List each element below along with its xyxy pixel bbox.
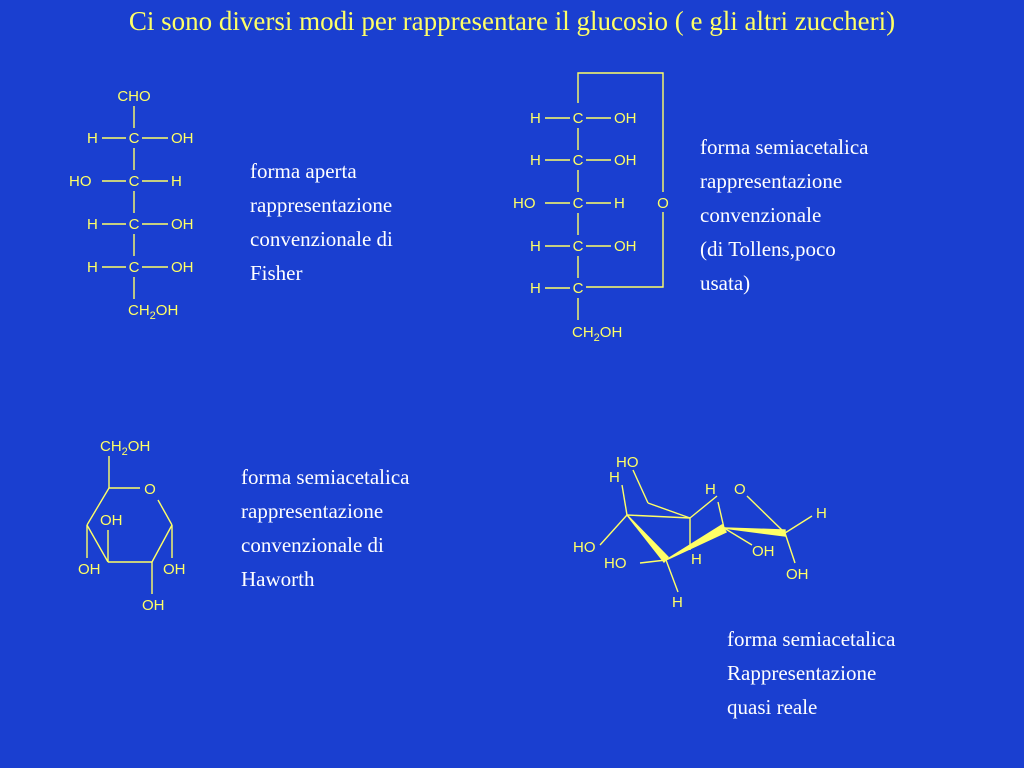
chair-caption — [727, 622, 895, 724]
chair-ring-oxygen: O — [734, 481, 746, 498]
chair-substituent-bond — [640, 560, 666, 563]
chair-h-bottom: H — [672, 594, 683, 611]
caption-line: (di Tollens,poco — [700, 237, 836, 261]
chair-front-wedge — [627, 515, 668, 562]
caption-line: quasi reale — [727, 695, 818, 719]
chair-substituent-bond — [600, 515, 627, 545]
fisher-row-carbon: C — [128, 173, 140, 190]
haworth-oh-right: OH — [163, 561, 186, 578]
tollens-row-left: H — [530, 238, 541, 255]
chair-substituent-bond — [785, 533, 795, 563]
haworth-oh-inner: OH — [100, 512, 123, 529]
chair-h-mid: H — [691, 551, 702, 568]
fisher-row-carbon: C — [128, 216, 140, 233]
tollens-row-carbon: C — [572, 195, 584, 212]
caption-line: forma semiacetalica — [727, 627, 896, 651]
tollens-row-right: H — [614, 195, 625, 212]
fisher-row-left: H — [87, 259, 98, 276]
fisher-top-group: CHO — [117, 88, 151, 105]
tollens-row-left: H — [530, 110, 541, 127]
chair-oh-right: OH — [786, 566, 809, 583]
caption-line: convenzionale di — [241, 533, 384, 557]
chair-h-top: H — [609, 469, 620, 486]
haworth-ch2oh-group: $CH_2OH$ — [100, 438, 151, 458]
fisher-row-carbon: C — [128, 130, 140, 147]
chair-ring-bond — [747, 496, 785, 533]
caption-line: convenzionale — [700, 203, 822, 227]
tollens-ring-oxygen: O — [657, 195, 669, 212]
tollens-row-carbon: C — [572, 238, 584, 255]
caption-line: rappresentazione — [241, 499, 384, 523]
fisher-row-left: HO — [69, 173, 92, 190]
chair-ho-top: HO — [616, 454, 639, 471]
chair-h-right: H — [816, 505, 827, 522]
tollens-row-carbon: C — [572, 110, 584, 127]
fisher-row-right: OH — [171, 216, 194, 233]
fisher-row-right: OH — [171, 259, 194, 276]
slide-title: Ci sono diversi modi per rappresentare il glucosio ( e gli altri zuccheri) — [128, 6, 896, 36]
chair-substituent-bond — [633, 470, 648, 503]
caption-line: Haworth — [241, 567, 315, 591]
caption-line: rappresentazione — [700, 169, 843, 193]
tollens-row-left: HO — [513, 195, 536, 212]
fisher-row-left: H — [87, 130, 98, 147]
chair-oh-mid: OH — [752, 543, 775, 560]
tollens-row-right: OH — [614, 110, 637, 127]
fisher-row-right: H — [171, 173, 182, 190]
caption-line: forma aperta — [250, 159, 357, 183]
tollens-row-left: H — [530, 152, 541, 169]
caption-line: convenzionale di — [250, 227, 393, 251]
haworth-oh-bottom: OH — [142, 597, 165, 614]
haworth-ring-oxygen: O — [144, 481, 156, 498]
chair-substituent-bond — [622, 485, 627, 515]
caption-line: forma semiacetalica — [241, 465, 410, 489]
chair-ho-left2: HO — [604, 555, 627, 572]
fisher-row-carbon: C — [128, 259, 140, 276]
tollens-bottom-group: $CH_2OH$ — [572, 324, 623, 344]
caption-line: Fisher — [250, 261, 303, 285]
tollens-row-right: OH — [614, 152, 637, 169]
chair-ho-left: HO — [573, 539, 596, 556]
caption-line: usata) — [700, 271, 751, 295]
chair-substituent-bond — [718, 502, 724, 528]
fisher-row-right: OH — [171, 130, 194, 147]
tollens-row-left: H — [530, 280, 541, 297]
fisher-bottom-group: $CH_2OH$ — [128, 302, 179, 322]
tollens-row-right: OH — [614, 238, 637, 255]
chair-front-wedge — [724, 528, 785, 536]
chair-substituent-bond — [666, 560, 678, 592]
haworth-oh-left: OH — [78, 561, 101, 578]
fisher-row-left: H — [87, 216, 98, 233]
caption-line: Rappresentazione — [727, 661, 877, 685]
chair-ring-bond — [627, 515, 690, 518]
tollens-row-carbon: C — [572, 280, 584, 297]
tollens-row-carbon: C — [572, 152, 584, 169]
caption-line: rappresentazione — [250, 193, 393, 217]
chair-h-ring: H — [705, 481, 716, 498]
caption-line: forma semiacetalica — [700, 135, 869, 159]
chair-ring-bond — [690, 496, 717, 518]
chair-substituent-bond — [785, 516, 812, 533]
